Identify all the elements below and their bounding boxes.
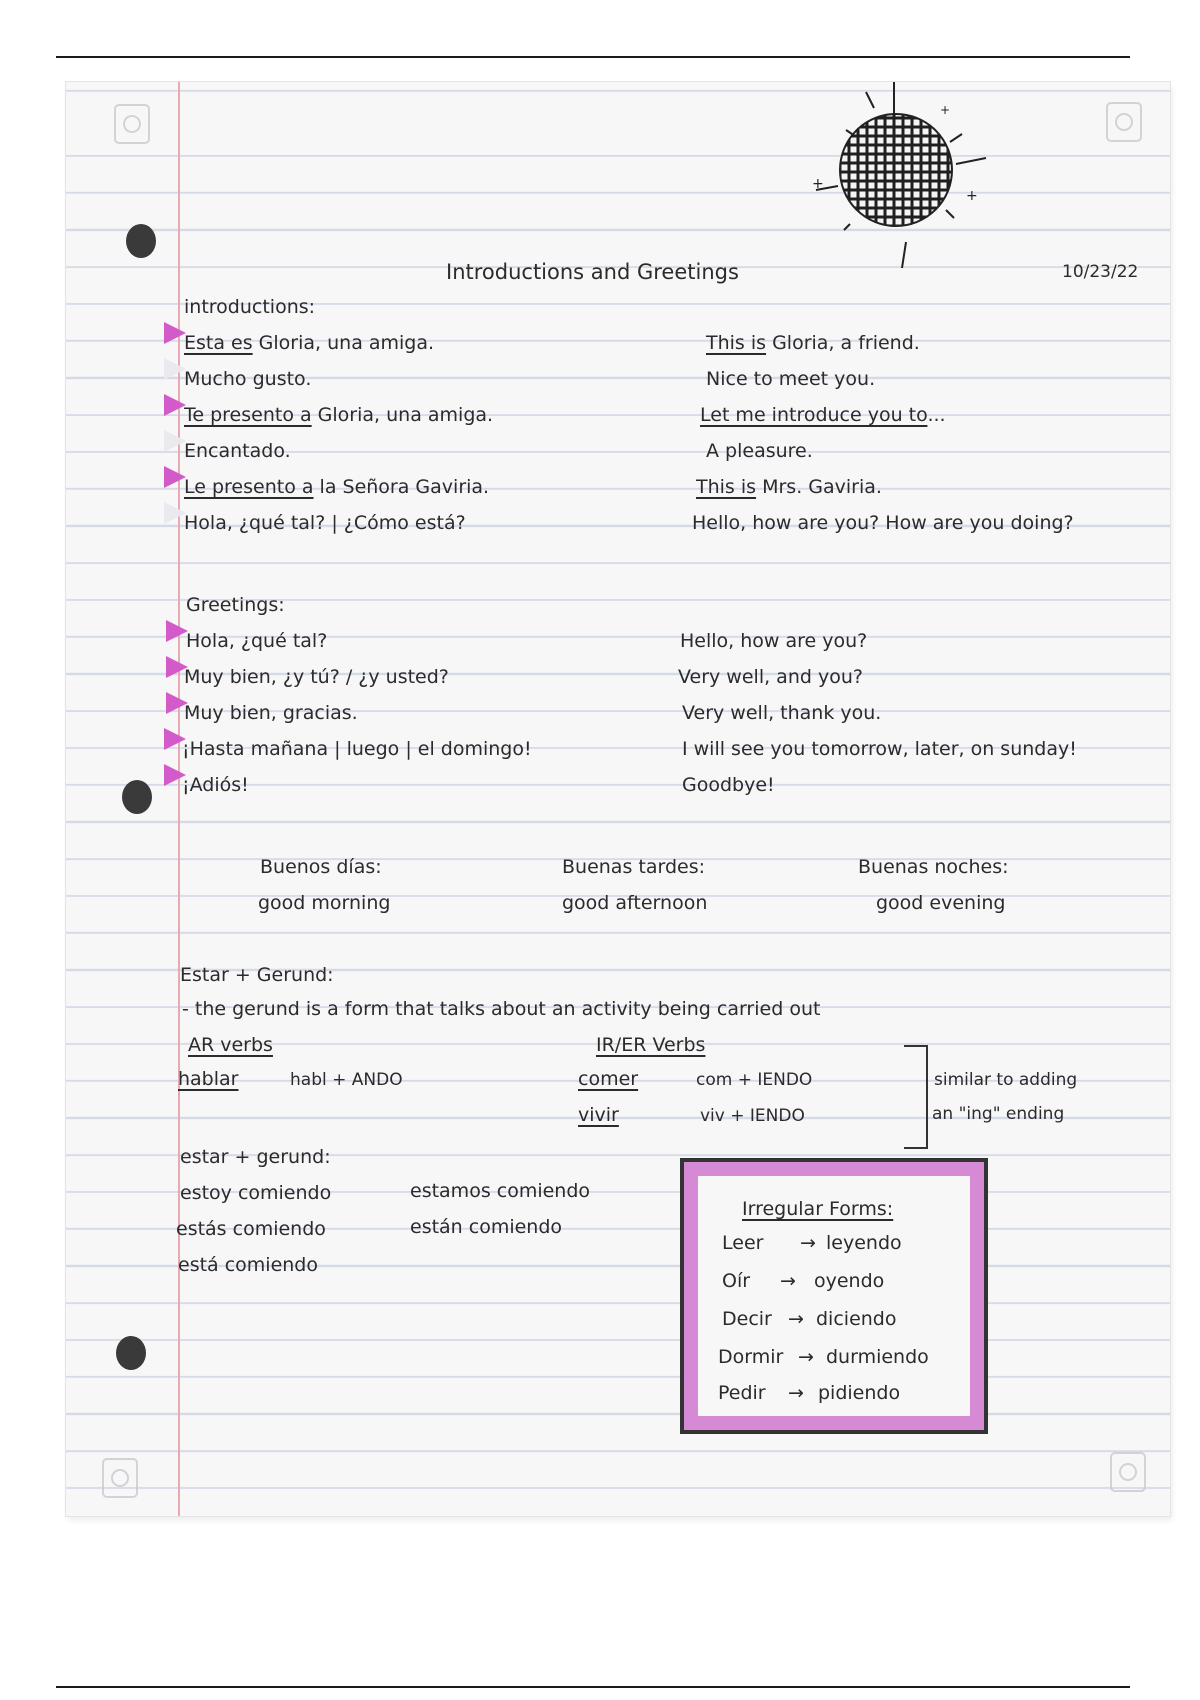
time-greeting-en: good evening — [876, 892, 1006, 914]
intro-row-es: Hola, ¿qué tal? | ¿Cómo está? — [184, 512, 466, 534]
irregular-verb: Dormir — [718, 1346, 784, 1368]
irregular-heading: Irregular Forms: — [742, 1198, 894, 1220]
intro-row-en: Hello, how are you? How are you doing? — [692, 512, 1074, 534]
intro-row-es: Te presento a Gloria, una amiga. — [184, 404, 494, 426]
scanner-corner-icon — [1110, 1452, 1146, 1492]
ar-verbs-heading: AR verbs — [188, 1034, 273, 1056]
gerund-note: an "ing" ending — [932, 1104, 1065, 1124]
bottom-rule — [56, 1686, 1130, 1688]
time-greeting-es: Buenas noches: — [858, 856, 1009, 878]
greeting-row-en: Goodbye! — [682, 774, 775, 796]
irregular-verb: Decir — [722, 1308, 772, 1330]
time-greeting-en: good morning — [258, 892, 391, 914]
estar-gerund-heading: estar + gerund: — [180, 1146, 331, 1168]
greeting-row-es: Muy bien, ¿y tú? / ¿y usted? — [184, 666, 449, 688]
greeting-row-en: Very well, and you? — [678, 666, 863, 688]
svg-text:+: + — [966, 188, 978, 204]
intro-row-en: Nice to meet you. — [706, 368, 876, 390]
intro-row-es: Encantado. — [184, 440, 291, 462]
gerund-note: similar to adding — [934, 1070, 1078, 1090]
top-rule — [56, 56, 1130, 58]
bracket-icon — [904, 1045, 928, 1149]
binder-hole — [122, 780, 152, 814]
irregular-verb: Oír — [722, 1270, 751, 1292]
intro-row-en: A pleasure. — [706, 440, 813, 462]
flag-marker-icon — [166, 620, 188, 642]
disco-ball-icon — [786, 82, 1006, 282]
arrow-icon: → — [780, 1270, 796, 1292]
irer-example-form: viv + IENDO — [700, 1106, 805, 1126]
irregular-form: oyendo — [814, 1270, 885, 1292]
intro-row-en: This is Mrs. Gaviria. — [696, 476, 882, 498]
irer-example-verb: vivir — [578, 1104, 619, 1126]
flag-marker-icon — [164, 394, 186, 416]
intro-row-en: Let me introduce you to... — [700, 404, 946, 426]
conjugation-item: están comiendo — [410, 1216, 563, 1238]
binder-hole — [116, 1336, 146, 1370]
notebook-page — [66, 82, 1170, 1516]
conjugation-item: está comiendo — [178, 1254, 318, 1276]
intro-row-es: Esta es Gloria, una amiga. — [184, 332, 435, 354]
irer-example-form: com + IENDO — [696, 1070, 813, 1090]
greeting-row-en: Very well, thank you. — [682, 702, 882, 724]
flag-marker-icon — [164, 322, 186, 344]
arrow-icon: → — [788, 1382, 804, 1404]
arrow-icon: → — [800, 1232, 816, 1254]
greeting-row-en: Hello, how are you? — [680, 630, 868, 652]
flag-marker-icon — [164, 430, 186, 452]
flag-marker-icon — [164, 466, 186, 488]
ar-example-verb: hablar — [178, 1068, 239, 1090]
greetings-heading: Greetings: — [186, 594, 285, 616]
conjugation-item: estás comiendo — [176, 1218, 326, 1240]
irregular-verb: Pedir — [718, 1382, 766, 1404]
greeting-row-es: ¡Hasta mañana | luego | el domingo! — [182, 738, 532, 760]
gerund-heading: Estar + Gerund: — [180, 964, 334, 986]
ar-example-form: habl + ANDO — [290, 1070, 403, 1090]
scanner-corner-icon — [1106, 102, 1142, 142]
svg-text:+: + — [940, 103, 951, 117]
time-greeting-es: Buenas tardes: — [562, 856, 706, 878]
flag-marker-icon — [164, 502, 186, 524]
greeting-row-es: Muy bien, gracias. — [184, 702, 358, 724]
greeting-row-es: Hola, ¿qué tal? — [186, 630, 328, 652]
irregular-form: pidiendo — [818, 1382, 901, 1404]
intro-row-es: Le presento a la Señora Gaviria. — [184, 476, 490, 498]
irregular-form: durmiendo — [826, 1346, 929, 1368]
svg-text:+: + — [812, 176, 824, 192]
irregular-verb: Leer — [722, 1232, 764, 1254]
intro-row-en: This is Gloria, a friend. — [706, 332, 920, 354]
time-greeting-en: good afternoon — [562, 892, 708, 914]
conjugation-item: estamos comiendo — [410, 1180, 591, 1202]
greeting-row-en: I will see you tomorrow, later, on sunday! — [682, 738, 1077, 760]
introductions-heading: introductions: — [184, 296, 316, 318]
page-title: Introductions and Greetings — [446, 260, 739, 284]
irer-verbs-heading: IR/ER Verbs — [596, 1034, 706, 1056]
irregular-form: diciendo — [816, 1308, 897, 1330]
binder-hole — [126, 224, 156, 258]
scanner-corner-icon — [114, 104, 150, 144]
margin-line — [178, 82, 180, 1516]
intro-row-es: Mucho gusto. — [184, 368, 312, 390]
conjugation-item: estoy comiendo — [180, 1182, 332, 1204]
gerund-definition: - the gerund is a form that talks about an activity being carried out — [182, 998, 821, 1020]
greeting-row-es: ¡Adiós! — [182, 774, 249, 796]
time-greeting-es: Buenos días: — [260, 856, 382, 878]
arrow-icon: → — [798, 1346, 814, 1368]
scanner-corner-icon — [102, 1458, 138, 1498]
page-date: 10/23/22 — [1062, 262, 1139, 282]
irer-example-verb: comer — [578, 1068, 639, 1090]
flag-marker-icon — [164, 358, 186, 380]
irregular-forms-box — [680, 1158, 988, 1434]
arrow-icon: → — [788, 1308, 804, 1330]
irregular-form: leyendo — [826, 1232, 902, 1254]
